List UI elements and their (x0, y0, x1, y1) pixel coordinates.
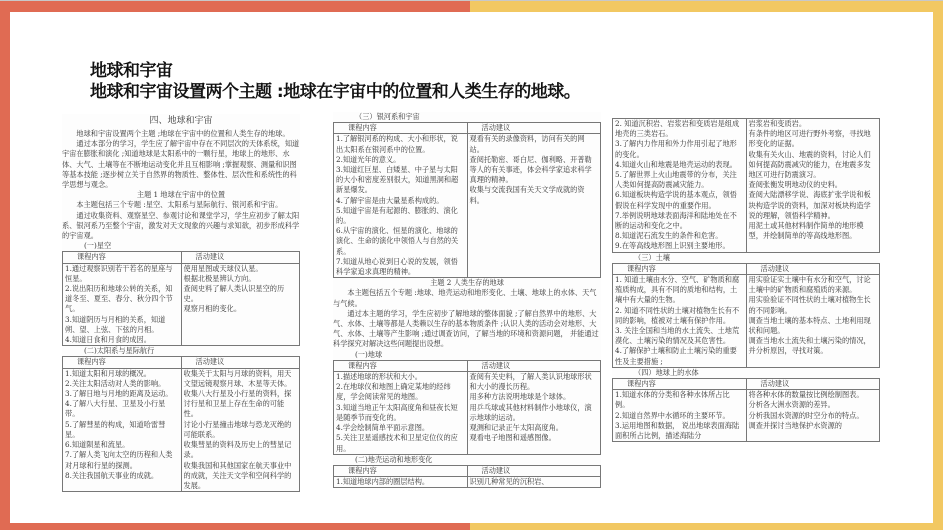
course-content-cell: 1.通过观察识别若干若名的星座与恒星。 2.说出阳历和地球公转的关系，知道冬至、夏至、春分、秋分四个节气。 3.知道阴历与月相的关系，知道朔、望、上弦、下弦的月相。 4.知道日食和月食的成因。 (63, 263, 182, 346)
activity-suggestion-cell: 收集关于太阳与月球的资料，用天文望远镜观察月球、木星等天体。 收集八大行星及小行星的资料，探讨行星和卫星上存在生命的可能性。 讨论小行星撞击地球与恐龙灭绝的可能联系。 收集彗星的资料及历史上的彗星记录。 收集我国和其他国家在航天事业中的成就，关注天文学和空间科学的发展。 (181, 368, 300, 491)
doc-para: 通过本主题的学习，学生应初步了解地球的整体面貌 ;了解自然界中的地形、大气、水体、土壤等都是人类赖以生存的基本物质条件 ;认识人类的活动会对地形、大气、水体、土壤等产生影响 ;通过调查访问，了解当地的环境和资源问题， 并能通过科学探究对解决这些问题提出设想。 (333, 308, 599, 349)
left-red-border (0, 1, 10, 530)
doc-sub: 主题 2 人类生存的地球 (430, 278, 504, 288)
course-content-cell: 1. 知道土壤由水分、空气、矿物质和腐殖质构成，具有不同的质地和结构，土壤中有大量的生物。 2. 知道不同性状的土壤对植物生长有不同的影响，植被对土壤有保护作用。 3. 关注全国和当地的水土流失、土地荒漠化、土壤污染的情况及其危害性。 4.了解保护土壤和防止土壤污染的重要性及主要措施 ; (613, 275, 747, 368)
header-activity-suggestion: 活动建议 (467, 123, 601, 134)
course-content-cell: 1.知道水体的分类和各种水体所占比例。 2.知道自然界中水循环的主要环节。 3.运用地图和数据， 说出地球表面海陆面积所占比例，描述海陆分 (613, 390, 747, 442)
activity-suggestion-cell: 使用星图或天球仪认星。 根据北极星辨认方向。 查阅史料了解人类认识星空的历史。 观察月相的变化。 (181, 263, 300, 346)
doc-label: （四）地球上的水体 (634, 367, 699, 377)
document-page-1 (62, 114, 300, 492)
curriculum-table (612, 263, 880, 368)
course-content-cell: 1.知道地球内部的圈层结构。 (334, 477, 468, 488)
activity-suggestion-cell: 将各种水体的数量按比例绘制图表。 分析各大洲水资源的差异。 分析我国水资源的时空分布的特点。 调查并探讨当地保护水资源的 (746, 390, 880, 442)
header-activity-suggestion: 活动建议 (467, 360, 601, 371)
right-yellow-border (933, 1, 943, 530)
curriculum-table (612, 378, 880, 442)
table-row (63, 368, 300, 491)
header-course-content: 课程内容 (613, 379, 747, 390)
doc-para: 地球和宇宙设置两个主题 ;地球在宇宙中的位置和人类生存的地球。 (76, 129, 290, 138)
table-row (334, 477, 601, 488)
table-row (334, 372, 601, 455)
header-course-content: 课程内容 (334, 360, 468, 371)
curriculum-table (612, 118, 880, 253)
activity-suggestion-cell: 观看有关的录像资料，访问有关的网站。 查阅托勒密、哥白尼、伽利略、开普勒等人的有关事迹，体会科学家追求科学真理的精神。 收集与交流我国有关天文学成就的资料。 (467, 134, 601, 278)
curriculum-table (62, 251, 300, 346)
table-header-row (63, 357, 300, 368)
table-header-row (63, 252, 300, 263)
header-course-content: 课程内容 (334, 465, 468, 476)
slide-subtitle: 地球和宇宙设置两个主题 :地球在宇宙中的位置和人类生存的地球。 (90, 82, 581, 102)
header-course-content: 课程内容 (63, 252, 182, 263)
doc-label: （三）土壤 (634, 252, 670, 262)
bottom-yellow-bar (470, 523, 943, 530)
header-activity-suggestion: 活动建议 (467, 465, 601, 476)
table-row (613, 275, 880, 368)
curriculum-table (333, 360, 601, 455)
course-content-cell: 2. 知道沉积岩、岩浆岩和变质岩是组成地壳的三类岩石。 3.了解内力作用和外力作用引起了地形的变化。 4.知道火山和地震是地壳运动的表现。 5.了解世界上火山地震带的分布，关注人类如何提高防震减灾能力。 6.知道板块构造学说的基本观点，领悟假说在科学发现中的重要作用。 7.举例说明地球表面海洋和陆地处在不断的运动和变化之中。 8.知道泥石流发生的条件和危害。 9.在等高线地形图上识别主要地形。 (613, 119, 747, 253)
table-row (613, 119, 880, 253)
table-header-row (334, 360, 601, 371)
document-page-3 (612, 118, 880, 442)
doc-label: (二)太阳系与星际航行 (84, 346, 155, 356)
doc-label: (二)地壳运动和地形变化 (355, 454, 433, 464)
header-course-content: 课程内容 (63, 357, 182, 368)
table-header-row (334, 123, 601, 134)
doc-para: 本主题包括三个专题 :星空、太阳系与星际航行、银河系和宇宙。 (76, 200, 283, 210)
document-page-2 (333, 112, 601, 488)
table-row (613, 390, 880, 442)
table-row (63, 263, 300, 346)
activity-suggestion-cell: 查阅有关史料，了解人类认识地球形状和大小的漫长历程。 用多种方法说明地球是个球体。 用乒乓球或其他材料制作小地球仪，演示地球的运动。 观测和记录正午太阳高度角。 观看电子地图和遥感图像。 (467, 372, 601, 455)
doc-label: （三）银河系和宇宙 (355, 112, 420, 121)
doc-label: (一)地球 (355, 349, 383, 359)
course-content-cell: 1.描述地球的形状和大小。 2.在地球仪和地图上确定某地的经纬度，学会阅读常见的地图。 3.知道当地正午太阳高度角和昼夜长短是随季节而变化的。 4.学会绘制简单平面示意图。 5.关注卫星遥感技术和卫星定位仪的应用。 (334, 372, 468, 455)
header-course-content: 课程内容 (613, 263, 747, 274)
curriculum-table (333, 122, 601, 278)
header-activity-suggestion: 活动建议 (746, 263, 880, 274)
doc-para: 通过本部分的学习，学生应了解宇宙中存在不同层次的天体系统，知道宇宙在膨胀和演化 ;知道地球是太阳系中的一颗行星，地球上的地形、水体、大气、土壤等在不断地运动变化并且互相影响 ;掌握观察、测量和识图等基本技能 ;逐步树立关于自然界的物质性、整体性、层次性和系统性的科学思想与观念。 (62, 139, 300, 190)
curriculum-table (333, 465, 601, 488)
table-header-row (613, 263, 880, 274)
curriculum-table (62, 356, 300, 492)
header-activity-suggestion: 活动建议 (181, 252, 300, 263)
doc-heading: 四、地球和宇宙 (149, 116, 213, 126)
activity-suggestion-cell: 识别几种常见的沉积岩、 (467, 477, 601, 488)
course-content-cell: 1.了解银河系的构成、大小和形状，说出太阳系在银河系中的位置。 2.知道光年的意义。 3.知道红巨星、白矮星、中子星与太阳的大小和密度差别很大，知道黑洞和超新星爆发。 4.了解宇宙是由大量星系构成的。 5.知道宇宙是有起源的、膨胀的、演化的。 6.从宇宙的演化、恒星的演化、地球的演化、生命的演化中领悟人与自然的关系。 7.知道从地心说到日心说的发展，领悟科学家追求真理的精神。 (334, 134, 468, 278)
table-header-row (334, 465, 601, 476)
doc-para: 本主题包括五个专题 :地球、地壳运动和地形变化、土壤、地球上的水体、天气与气候。 (333, 288, 597, 308)
slide-title: 地球和宇宙 (90, 61, 173, 81)
header-activity-suggestion: 活动建议 (746, 379, 880, 390)
activity-suggestion-cell: 岩浆岩和变质岩。 有条件的地区可进行野外考察，寻找地形变化的证据。 收集有关火山、地震的资料，讨论人们如何提高防震减灾的能力，在地震多发地区可进行防震演习。 查阅张衡发明地动仪的史料。 查阅大陆漂移学说、海底扩张学说和板块构造学说的资料，加深对板块构造学说的理解，领悟科学精神。 用泥土或其他材料制作简单的地形模型，并绘制简单的等高线地形图。 (746, 119, 880, 253)
top-red-bar (0, 1, 470, 12)
course-content-cell: 1.知道太阳和月球的概况。 2.关注太阳活动对人类的影响。 3.了解日地与月地的距离及运动。 4.了解八大行星、卫星及小行星带。 5.了解彗星的构成，知道哈雷彗星。 6.知道陨星和流星。 7.了解人类飞向太空的历程和人类对月球和行星的探测。 8.关注我国航天事业的成就。 (63, 368, 182, 491)
table-row (334, 134, 601, 278)
table-header-row (613, 379, 880, 390)
header-activity-suggestion: 活动建议 (181, 357, 300, 368)
header-course-content: 课程内容 (334, 123, 468, 134)
bottom-red-bar (0, 523, 470, 530)
doc-sub: 主题 1 地球在宇宙中的位置 (136, 190, 226, 200)
top-yellow-bar (470, 1, 943, 12)
doc-para: 通过收集资料、观察星空、参观讨论和课堂学习，学生应初步了解太阳系、银河系乃至整个宇宙，激发对天文现象的兴趣与求知欲，初步形成科学的宇宙观。 (62, 210, 300, 241)
doc-label: (一)星空 (84, 241, 112, 251)
activity-suggestion-cell: 用实验证实土壤中有水分和空气，讨论土壤中的矿物质和腐殖质的来源。 用实验验证不同性状的土壤对植物生长的不同影响。 调查当地土壤的基本特点、土地利用现状和问题。 调查当地水土流失和土壤污染的情况，并分析原因，寻找对策。 (746, 275, 880, 368)
